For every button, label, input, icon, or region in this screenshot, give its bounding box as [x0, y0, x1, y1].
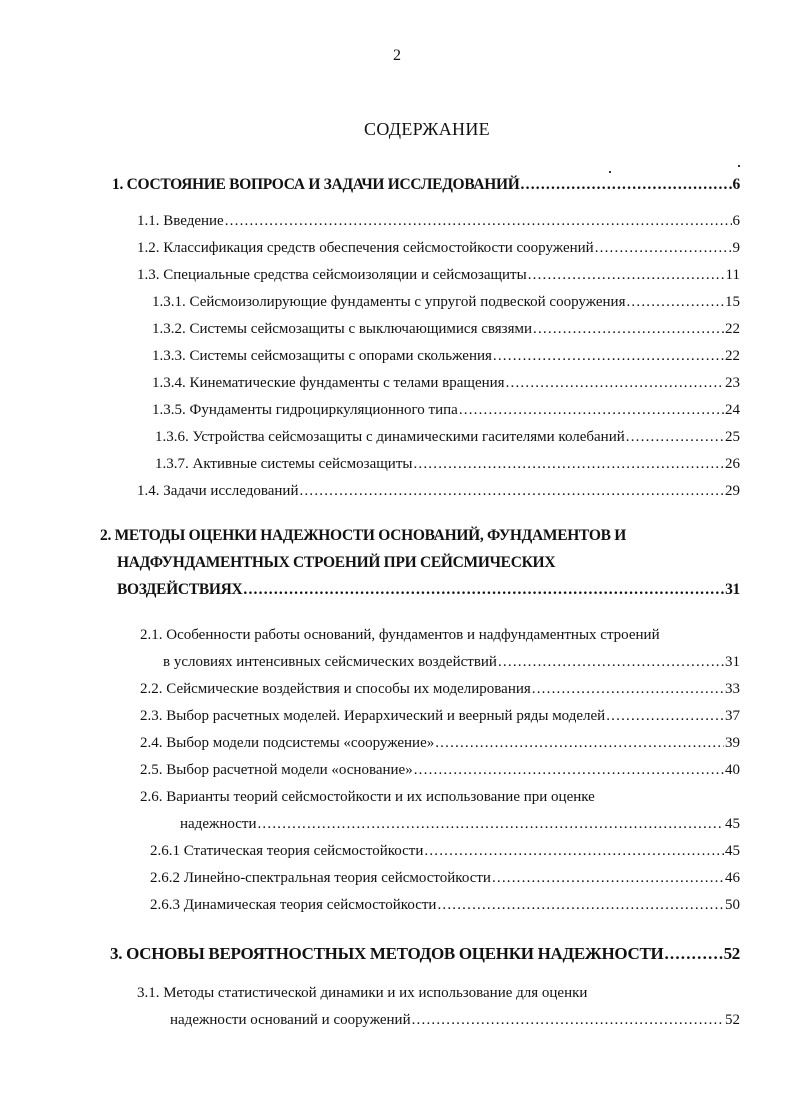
toc-entry-text: 2.6.3 Динамическая теория сейсмостойкости	[150, 897, 437, 913]
toc-entry[interactable]	[152, 319, 740, 339]
toc-entry-text: 1.4. Задачи исследований	[137, 483, 299, 499]
toc-entry-text: 1.2. Классификация средств обеспечения сейсмостойкости сооружений	[137, 240, 594, 256]
toc-page: 33	[725, 681, 740, 697]
dot-leader	[626, 427, 724, 447]
toc-entry[interactable]	[152, 373, 740, 393]
dot-leader	[493, 346, 724, 366]
toc-page: 52	[723, 944, 740, 963]
toc-entry[interactable]	[137, 265, 740, 285]
toc-chapter-1[interactable]	[112, 175, 740, 195]
dot-leader	[528, 265, 725, 285]
toc-entry-text: надежности	[180, 816, 257, 832]
dot-leader	[459, 400, 724, 420]
toc-page: 24	[725, 402, 740, 418]
toc-page: 26	[725, 456, 740, 472]
toc-page: 6	[732, 213, 740, 229]
dot-leader	[435, 733, 724, 753]
toc-page: 46	[725, 870, 740, 886]
toc-entry[interactable]	[150, 841, 740, 861]
toc-entry-text: 1.3.3. Системы сейсмозащиты с опорами скольжения	[152, 348, 492, 364]
toc-page: 11	[725, 267, 740, 283]
toc-entry[interactable]	[180, 814, 740, 834]
toc-entry[interactable]	[163, 652, 740, 672]
toc-entry-line1[interactable]: 2.1. Особенности работы оснований, фундаментов и надфундаментных строений	[140, 627, 660, 643]
toc-entry-text: 1.3.1. Сейсмоизолирующие фундаменты с упругой подвеской сооружения	[152, 294, 626, 310]
toc-entry-line1[interactable]: 2.6. Варианты теорий сейсмостойкости и их использование при оценке	[140, 789, 595, 805]
dot-leader	[412, 1010, 724, 1030]
toc-page: 6	[732, 176, 740, 193]
toc-page: 45	[725, 816, 740, 832]
toc-entry-text: в условиях интенсивных сейсмических воздействий	[163, 654, 497, 670]
dot-leader	[243, 580, 724, 600]
dot-leader	[533, 319, 724, 339]
toc-page: 50	[725, 897, 740, 913]
toc-entry-text: 3. ОСНОВЫ ВЕРОЯТНОСТНЫХ МЕТОДОВ ОЦЕНКИ НАДЕЖНОСТИ	[110, 944, 664, 963]
dot-leader	[606, 706, 724, 726]
dot-leader	[595, 238, 732, 258]
dot-leader	[299, 481, 724, 501]
toc-entry[interactable]	[137, 238, 740, 258]
toc-entry-text: ВОЗДЕЙСТВИЯХ	[117, 581, 243, 598]
toc-chapter-2[interactable]	[117, 580, 740, 600]
scan-speck	[609, 171, 611, 173]
toc-entry[interactable]	[140, 760, 740, 780]
dot-leader	[664, 944, 722, 964]
dot-leader	[414, 760, 724, 780]
dot-leader	[225, 211, 732, 231]
toc-entry[interactable]	[170, 1010, 740, 1030]
toc-entry[interactable]	[152, 292, 740, 312]
toc-entry[interactable]	[140, 679, 740, 699]
toc-entry-text: 1.3. Специальные средства сейсмоизоляции и сейсмозащиты	[137, 267, 527, 283]
toc-page: 31	[725, 581, 740, 598]
page-number: 2	[393, 47, 401, 64]
toc-entry-text: надежности оснований и сооружений	[170, 1012, 411, 1028]
toc-entry[interactable]	[150, 895, 740, 915]
toc-page: 29	[725, 483, 740, 499]
toc-entry-text: 2.4. Выбор модели подсистемы «сооружение»	[140, 735, 435, 751]
toc-page: 22	[725, 321, 740, 337]
dot-leader	[257, 814, 724, 834]
dot-leader	[498, 652, 724, 672]
toc-entry[interactable]	[137, 211, 740, 231]
toc-entry[interactable]	[140, 706, 740, 726]
toc-entry-text: 2.6.1 Статическая теория сейсмостойкости	[150, 843, 424, 859]
toc-page: 40	[725, 762, 740, 778]
toc-entry[interactable]	[137, 481, 740, 501]
dot-leader	[532, 679, 724, 699]
toc-entry-text: 1.3.2. Системы сейсмозащиты с выключающимися связями	[152, 321, 533, 337]
toc-entry-text: 2.6.2 Линейно-спектральная теория сейсмостойкости	[150, 870, 491, 886]
toc-page: 15	[725, 294, 740, 310]
dot-leader	[521, 175, 732, 195]
toc-entry-text: 1.3.7. Активные системы сейсмозащиты	[155, 456, 413, 472]
dot-leader	[424, 841, 724, 861]
toc-page: 31	[725, 654, 740, 670]
toc-entry-text: 1.3.5. Фундаменты гидроциркуляционного типа	[152, 402, 458, 418]
scan-speck	[738, 165, 740, 167]
toc-entry[interactable]	[152, 400, 740, 420]
toc-entry-line1[interactable]: 3.1. Методы статистической динамики и их использование для оценки	[137, 985, 588, 1001]
page-title: СОДЕРЖАНИЕ	[364, 119, 490, 139]
toc-page: 25	[725, 429, 740, 445]
toc-entry[interactable]	[140, 733, 740, 753]
toc-entry-text: 2.5. Выбор расчетной модели «основание»	[140, 762, 413, 778]
toc-page: 22	[725, 348, 740, 364]
dot-leader	[506, 373, 724, 393]
toc-entry[interactable]	[150, 868, 740, 888]
toc-entry-text: 1.1. Введение	[137, 213, 224, 229]
toc-entry-text: 1.3.6. Устройства сейсмозащиты с динамическими гасителями колебаний	[155, 429, 625, 445]
toc-entry-text: 2.2. Сейсмические воздействия и способы их моделирования	[140, 681, 531, 697]
toc-page: 45	[725, 843, 740, 859]
toc-entry[interactable]	[155, 454, 740, 474]
toc-page: 39	[725, 735, 740, 751]
toc-entry-text: 2.3. Выбор расчетных моделей. Иерархический и веерный ряды моделей	[140, 708, 606, 724]
toc-entry[interactable]	[152, 346, 740, 366]
dot-leader	[626, 292, 724, 312]
toc-chapter-3[interactable]	[110, 944, 740, 964]
toc-page: 23	[725, 375, 740, 391]
dot-leader	[413, 454, 724, 474]
toc-entry[interactable]	[155, 427, 740, 447]
toc-page: 9	[732, 240, 740, 256]
toc-entry-text: 1.3.4. Кинематические фундаменты с телами вращения	[152, 375, 505, 391]
dot-leader	[492, 868, 724, 888]
toc-chapter-2-line2[interactable]: НАДФУНДАМЕНТНЫХ СТРОЕНИЙ ПРИ СЕЙСМИЧЕСКИХ	[117, 554, 556, 571]
toc-chapter-2-line1[interactable]: 2. МЕТОДЫ ОЦЕНКИ НАДЕЖНОСТИ ОСНОВАНИЙ, ФУНДАМЕНТОВ И	[100, 527, 626, 544]
toc-page: 37	[725, 708, 740, 724]
dot-leader	[437, 895, 724, 915]
toc-entry-text: 1. СОСТОЯНИЕ ВОПРОСА И ЗАДАЧИ ИССЛЕДОВАНИЙ	[112, 176, 520, 193]
toc-page: 52	[725, 1012, 740, 1028]
